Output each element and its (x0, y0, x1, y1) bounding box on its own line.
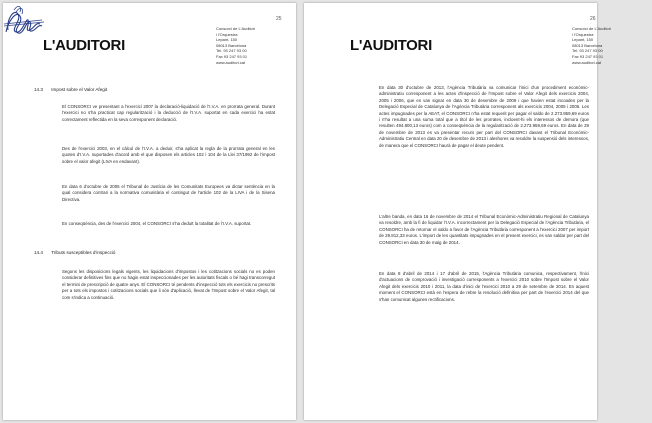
section-title: Tributs susceptibles d'inspecció (51, 250, 116, 255)
section-number: 14.4 (34, 250, 43, 255)
page-number: 26 (590, 16, 596, 22)
paragraph-iva-regla: Des de l'exercici 2003, en el càlcul de l'I.V.A. a deduir, s'ha aplicat la regla de la prorrata general en les quotes d'I.V.A. suportades d'acord amb el que disposen els articles 102 i 104 de la Llei 37/1992 de l'impost sobre el valor afegit (LIVA en endavant). (62, 146, 275, 164)
address-line: Consorci de L'Auditori (572, 26, 612, 31)
address-line: 08013 Barcelona (216, 42, 247, 48)
paragraph-comprovacio: En data 8 d'abril de 2014 i 17 d'abril de 2015, l'Agència Tributària comunica, respectivament, l'inici d'actuacions de comprovació i investigació corresponents a l'exercici 2010 sobre l'Impost sobre el Valor Afegit dels exercicis 2010 i 2011, la data d'inici de l'exercici 2010 a 29 de setembre de 2014. En aquest moment el CONSORCI està en l'espera de rebre la resolució definitiva per part de l'exercici 2014 del que s'han comunicat algunes rectificacions. (379, 271, 589, 302)
auditori-logo: L'AUDITORI (43, 37, 125, 54)
document-page-left (3, 3, 296, 420)
letterhead-address (572, 26, 652, 65)
section-heading-14-3 (34, 87, 107, 92)
paragraph-inspeccio-2013: En data 30 d'octubre de 2013, l'Agència Tributària va comunicar l'inici d'un procediment econòmic-administratiu corresponent a les actes d'inspecció de l'Impost sobre el Valor Afegit dels exercicis 2004, 2005 i 2006, que es van signar en data 30 de desembre de 2009 i que havien estat incoades per la Delegació Especial de Catalunya de l'Agència Tributària corresponent als exercicis 2004, 2005 i 2006. Les actes impugnades per la AEAT, el CONSORCI n'ha estat requerit per pagar el saldo de 2.273.959,69 euros i n'ha resultat a una suma total que a títol de les prorrates, incloent-hi els interessos de demora (que resulten 494.800,13 euros) com a conseqüència de la regularització de 2.273.959,69 euros. En data de 29 de novembre de 2013 es va presentar recurs per part del CONSORCI davant el Tribunal Econòmic-Administratiu Central en data 20 de desembre de 2013 i aleshores va resoldre la suspensió dels interessos, de manera que el CONSORCI haurà de pagar el deute pendent. (379, 85, 589, 148)
address-line: www.auditori.cat (216, 59, 246, 65)
address-line: Lepant, 150 (216, 37, 238, 43)
paragraph-iva-prorrata: El CONSORCI ve presentant a l'exercici 2007 la declaració-liquidació de l'I.V.A. en prorrata general. Durant l'exercici no s'ha practicat cap regularització i la deducció de l'I.V.A. suportat en cada exercici ha estat correctament reflectida en la seva corresponent declaració. (62, 104, 275, 122)
paragraph-sentencia: En data 6 d'octubre de 2005 el Tribunal de Justícia de les Comunitats Europees va dictar sentència en la qual considera contrari a la normativa comunitària el contingut de l'article 102 de la LIVA i de la Sisena Directiva. (62, 184, 275, 202)
auditori-logo: L'AUDITORI (350, 37, 432, 54)
letterhead-address (216, 26, 296, 65)
address-line: i l'Orquestra (572, 31, 594, 37)
section-number: 14.3 (34, 87, 43, 92)
address-line: www.auditori.cat (572, 59, 602, 65)
paragraph-consequencia: En conseqüència, des de l'exercici 2004, el CONSORCI s'ha deduït la totalitat de l'I.V.A. suportat. (62, 221, 252, 226)
address-line: Lepant, 150 (572, 37, 594, 43)
address-line: Consorci de L'Auditori (216, 26, 256, 31)
page-number: 25 (276, 16, 282, 22)
address-line: 08013 Barcelona (572, 42, 603, 48)
address-line: Fax 93 247 93 01 (572, 53, 604, 59)
paragraph-prescripcio: Segons les disposicions legals vigents, les liquidacions d'impostos i les cotitzacions socials no es poden considerar definitives fins que no hagin estat inspeccionades per les autoritats fiscals o bé hagi transcorregut el termini de prescripció de quatre anys. El CONSORCI té pendents d'inspecció tots els exercicis no prescrits per a tots els impostos i cotitzacions socials que li són d'aplicació, llevat de l'Impost sobre el Valor Afegit, tal com s'indica a continuació. (62, 269, 275, 300)
address-line: Tel. 93 247 93 00 (572, 48, 603, 54)
section-heading-14-4 (34, 250, 116, 255)
paragraph-tribunal-2014: L'altre banda, en data 16 de novembre de 2014 el Tribunal Econòmic-Administratiu Regional de Catalunya va resoldre, amb la fi de liquidar l'I.V.A. incorrectament per la Delegació Especial de l'Agència Tributària, el CONSORCI ha de retornar el saldo a favor de l'Agència Tributària corresponent a l'exercici 2007 per import de 29.812,33 euros. L'import de les quantitats impugnades en el present exercici, es van saldar per part del CONSORCI en data 30 de maig de 2014. (379, 214, 589, 245)
signature-right (0, 0, 48, 38)
address-line: i l'Orquestra (216, 31, 238, 37)
section-title: Impost sobre el Valor Afegit (51, 87, 108, 92)
document-page-right (304, 3, 612, 420)
address-line: Fax 93 247 93 01 (216, 53, 248, 59)
address-line: Tel. 93 247 93 00 (216, 48, 247, 54)
